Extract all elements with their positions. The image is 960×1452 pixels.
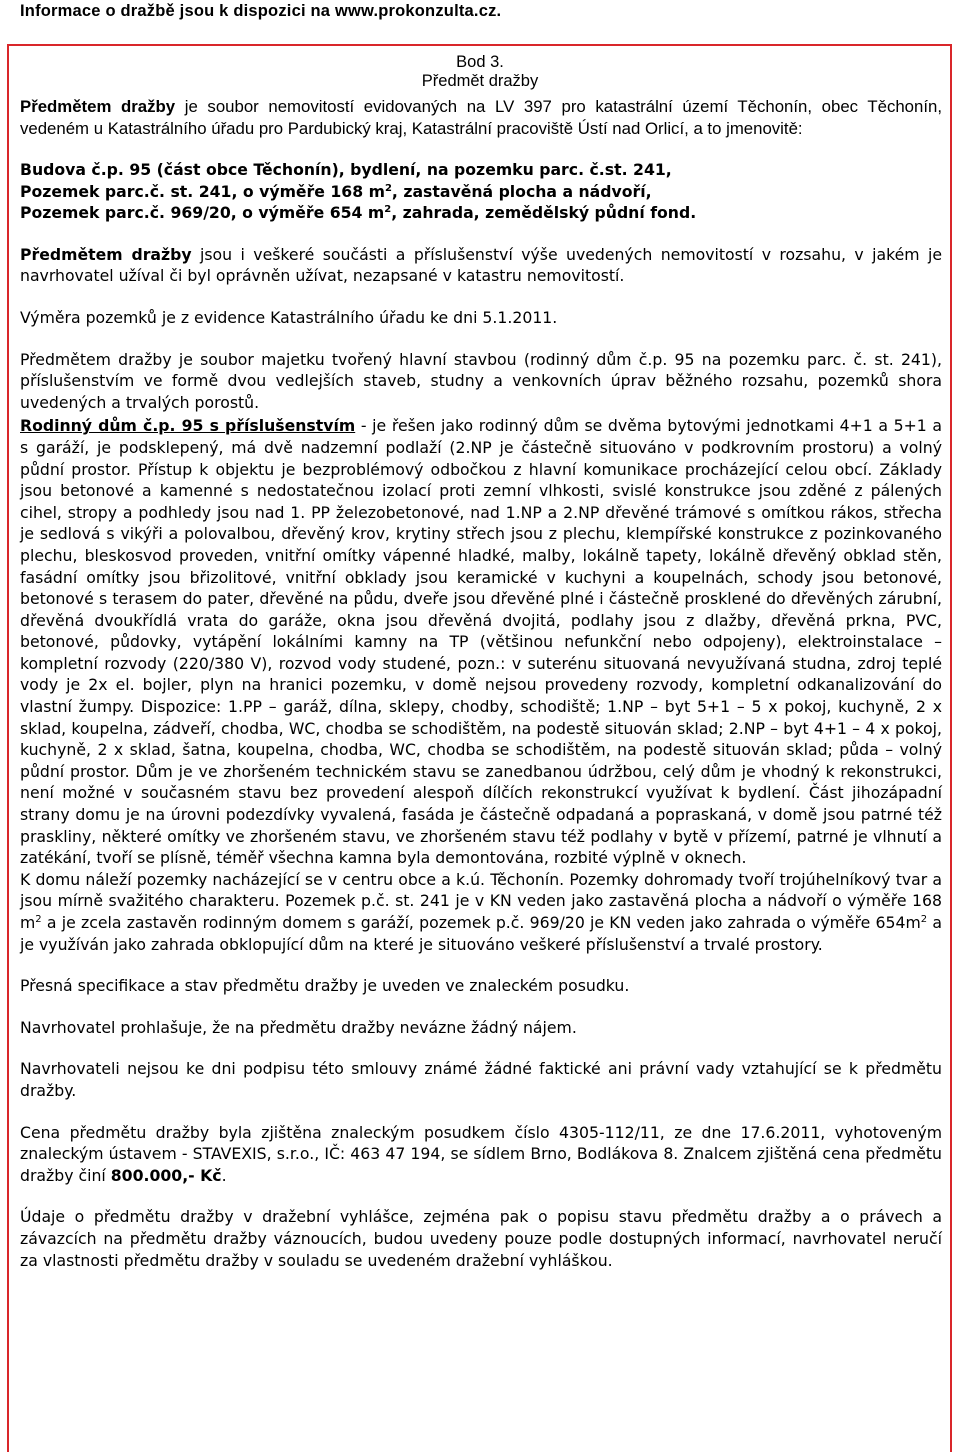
info-prefix: Informace o dražbě jsou k dispozici na [20, 2, 335, 20]
intro-paragraph [20, 96, 942, 139]
property-land-241: Pozemek parc.č. st. 241, o výměře 168 $m^2$, zastavěná plocha a nádvoří, [20, 181, 652, 201]
property-building: Budova č.p. 95 (část obce Těchonín), bydlení, na pozemku parc. č.st. 241, [20, 160, 672, 179]
land-paragraph: K domu náleží pozemky nacházející se v centru obce a k.ú. Těchonín. Pozemky dohromady tvoří trojúhelníkový tvar a jsou mírně svažitého charakteru. Pozemek p.č. st. 241 je v KN veden jako zastavěná plocha a nádvoří o výměře 168 $m^2$ a je zcela zastavěn rodinným domem s garáží, pozemek p.č. 969/20 je KN veden jako zahrada o výměře $654m^2$ a je využíván jako zahrada obklopující dům na které je situováno veškeré příslušenství a trvalé prostory. [20, 869, 942, 954]
info-url-link[interactable]: www.prokonzulta.cz [334, 2, 497, 20]
defects-paragraph: Navrhovateli nejsou ke dni podpisu této smlouvy známé žádné faktické ani právní vady vztahující se k předmětu dražby. [20, 1059, 942, 1100]
section-title: Předmět dražby [421, 72, 539, 90]
disclaimer-paragraph: Údaje o předmětu dražby v dražební vyhlášce, zejména pak o popisu stavu předmětu dražby a o právech a závazcích na předmětu dražby váznoucích, budou uvedeny pouze podle dostupných informací, navrhovatel neručí za vlastnosti předmětu dražby v souladu se uvedeném dražební vyhláškou. [20, 1207, 942, 1270]
price-paragraph: Cena předmětu dražby byla zjištěna znaleckým posudkem číslo 4305-112/11, ze dne 17.6.2011, vyhotoveným znaleckým ústavem - STAVEXIS, s.r.o., IČ: 463 47 194, se sídlem Brno, Bodlákova 8. Znalcem zjištěná cena předmětu dražby činí 800.000,- Kč. [20, 1122, 942, 1185]
lease-paragraph: Navrhovatel prohlašuje, že na předmětu dražby nevázne žádný nájem. [20, 1017, 577, 1037]
intro-text: je soubor nemovitostí evidovaných na LV 397 pro katastrální území Těchonín, obec Těchonín, vedeném u Katastrálního úřadu pro Pardubický kraj, Katastrální pracoviště Ústí nad Orlicí, a to jmenovitě: [20, 97, 943, 138]
price-amount: 800.000,- Kč [110, 1165, 222, 1185]
house-paragraph: Rodinný dům č.p. 95 s příslušenstvím - je řešen jako rodinný dům se dvěma bytovými jednotkami 4+1 a 5+1 a s garáží, je podsklepený, má dvě nadzemní podlaží (2.NP je částečně situováno v podkrovním prostoru) a volný půdní prostor. Přístup k objektu je bezproblémový odbočkou z hlavní komunikace procházející celou obcí. Základy jsou betonové a kamenné s nedostatečnou izolací proti zemní vlhkosti, svislé konstrukce jsou zděné z pálených cihel, stropy a podhledy jsou nad 1. PP železobetonové, nad 1.NP a 2.NP dřevěné trámové s omítkou rákos, střecha je sedlová s vikýři a polovalbou, dřevěný krov, krytiny střech jsou z plechu, klempířské konstrukce z pozinkovaného plechu, bleskosvod proveden, vnitřní omítky vápenné hladké, malby, lokálně tapety, lokálně dřevěný obklad stěn, fasádní omítky jsou břizolitové, vnitřní obklady jsou keramické v kuchyni a koupelnách, schody jsou betonové, betonové s terasem do pater, dřevěné na půdu, dveře jsou dřevěné plné i částečně prosklené do dřevěných zárubní, dřevěná dvoukřídlá vrata do garáže, okna jsou dřevěná dvojitá, podlahy jsou z dlažby, dřevěná prkna, PVC, betonové, půdovky, vytápění lokálními kamny na TP (většinou nefunkční nebo odpojeny), elektroinstalace – kompletní rozvody (220/380 V), rozvod vody studené, pozn.: v suterénu situovaná nevyužívaná studna, zdroj teplé vody je 2x el. bojler, plyn na hranici pozemku, v domě nejsou provedeny rozvody, kompletní odkanalizování do vlastní žumpy. Dispozice: 1.PP – garáž, dílna, sklepy, chodby, schodiště; 1.NP – byt 5+1 – 5 x pokoj, kuchyně, 2 x sklad, koupelna, zádveří, chodba, WC, chodba se schodištěm, na podestě situován sklad; 2.NP – byt 4+1 – 4 x pokoj, kuchyně, 2 x sklad, šatna, koupelna, chodba, WC, chodba se schodištěm, na podestě situován sklad; půda – volný půdní prostor. Dům je ve zhoršeném technickém stavu se zanedbanou údržbou, celý dům je vhodný k rekonstrukci, není možné v současném stavu bez provedení alespoň dílčích rekonstrukcí využívat k bydlení. Část jihozápadní strany domu je na úrovni podezdívky vyvalená, fasáda je částečně odpadaná a popraskaná, v domě jsou patrné též praskliny, některé omítky ve zhoršeném stavu, ve zhoršeném stavu též podlahy v bytě v přízemí, patrné je vlhnutí a zatékání, tvoří se plísně, téměř všechna kamna byla demontována, rozbité výplně v oknech. [20, 416, 942, 868]
document-body [20, 96, 942, 1271]
info-suffix: . [496, 2, 502, 20]
section-number: Bod 3. [456, 53, 504, 71]
area-note: Výměra pozemků je z evidence Katastrálního úřadu ke dni 5.1.2011. [20, 307, 558, 327]
accessories-lead: Předmětem dražby [20, 244, 192, 264]
accessories-paragraph: Předmětem dražby jsou i veškeré součásti a příslušenství výše uvedených nemovitostí v rozsahu, v jakém je navrhovatel užíval či byl oprávněn užívat, nezapsané v katastru nemovitostí. [20, 244, 942, 286]
estate-paragraph: Předmětem dražby je soubor majetku tvořený hlavní stavbou (rodinný dům č.p. 95 na pozemku parc. č. st. 241), příslušenstvím ve formě dvou vedlejších staveb, studny a venkovních úprav běžného rozsahu, pozemků shora uvedených a trvalých porostů. [20, 349, 942, 412]
property-list [20, 159, 942, 224]
intro-lead: Předmětem dražby [20, 97, 176, 116]
spec-paragraph: Přesná specifikace a stav předmětu dražby je uveden ve znaleckém posudku. [20, 976, 630, 996]
info-line [20, 2, 501, 21]
house-lead: Rodinný dům č.p. 95 s příslušenstvím [20, 416, 356, 436]
property-land-969: Pozemek parc.č. 969/20, o výměře 654 $m^2$, zahrada, zemědělský půdní fond. [20, 203, 697, 223]
